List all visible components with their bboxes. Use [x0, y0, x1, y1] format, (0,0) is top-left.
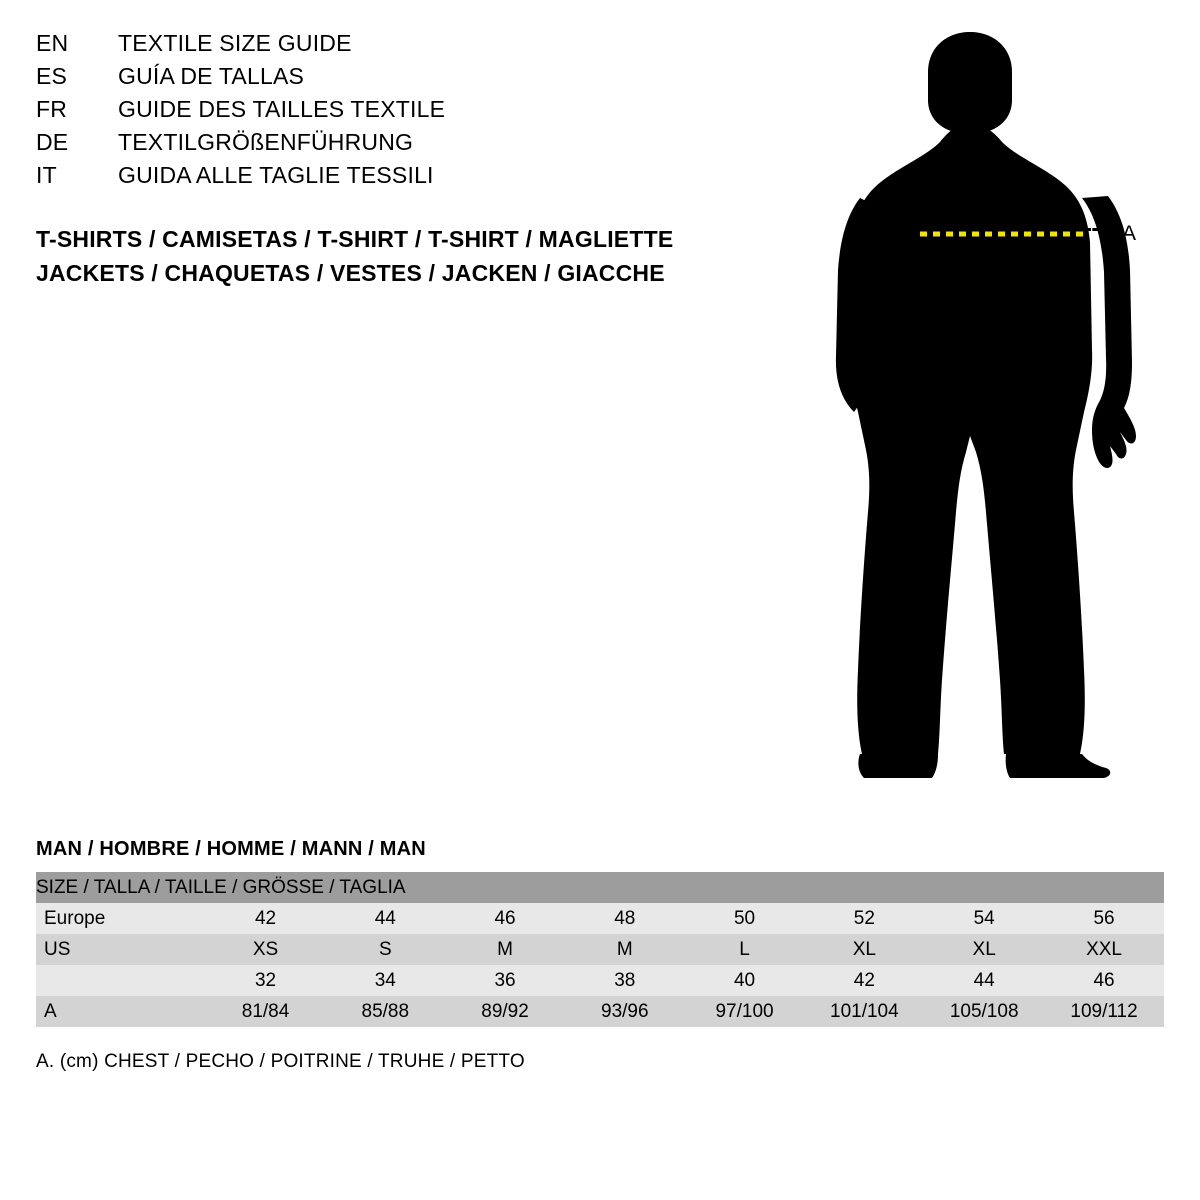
- table-cell: 50: [685, 903, 805, 934]
- language-code: ES: [36, 63, 68, 89]
- category-tshirts: T-SHIRTS / CAMISETAS / T-SHIRT / T-SHIRT / MAGLIETTE: [36, 226, 674, 252]
- table-cell: M: [565, 934, 685, 965]
- table-cell: XL: [924, 934, 1044, 965]
- language-row: [36, 129, 736, 162]
- table-row: [36, 934, 1164, 965]
- table-header-row: [36, 872, 1164, 903]
- row-label: A: [36, 996, 206, 1027]
- language-title: TEXTILE SIZE GUIDE: [118, 30, 352, 56]
- table-cell: 52: [804, 903, 924, 934]
- language-title: TEXTILGRÖßENFÜHRUNG: [118, 129, 414, 155]
- language-title: GUIDA ALLE TAGLIE TESSILI: [118, 162, 434, 188]
- table-cell: 40: [685, 965, 805, 996]
- language-code: EN: [36, 30, 69, 56]
- table-cell: 101/104: [804, 996, 924, 1027]
- silhouette-svg: [820, 20, 1180, 790]
- table-cell: 93/96: [565, 996, 685, 1027]
- table-title-man: MAN / HOMBRE / HOMME / MANN / MAN: [36, 838, 426, 860]
- table-cell: L: [685, 934, 805, 965]
- size-table-section: [36, 838, 1164, 1073]
- category-jackets: JACKETS / CHAQUETAS / VESTES / JACKEN / GIACCHE: [36, 260, 665, 286]
- table-cell: 38: [565, 965, 685, 996]
- table-cell: 34: [325, 965, 445, 996]
- table-cell: 81/84: [206, 996, 326, 1027]
- table-cell: 48: [565, 903, 685, 934]
- table-cell: 42: [206, 903, 326, 934]
- language-code: DE: [36, 129, 69, 155]
- language-row: [36, 96, 736, 129]
- silhouette-body: [836, 32, 1136, 778]
- table-cell: S: [325, 934, 445, 965]
- row-label: [36, 965, 206, 996]
- table-cell: 44: [924, 965, 1044, 996]
- table-cell: XL: [804, 934, 924, 965]
- language-row: [36, 30, 736, 63]
- table-cell: XXL: [1044, 934, 1164, 965]
- language-row: [36, 162, 736, 195]
- callout-label-a: A: [1122, 222, 1137, 245]
- table-row: [36, 996, 1164, 1027]
- table-cell: M: [445, 934, 565, 965]
- table-cell: 44: [325, 903, 445, 934]
- table-cell: 89/92: [445, 996, 565, 1027]
- table-cell: XS: [206, 934, 326, 965]
- table-row: [36, 965, 1164, 996]
- row-label: US: [36, 934, 206, 965]
- callout-dash-line: [1085, 228, 1113, 231]
- table-row: [36, 903, 1164, 934]
- table-cell: 46: [445, 903, 565, 934]
- male-silhouette-figure: [820, 20, 1180, 790]
- garment-category-block: [36, 222, 796, 290]
- language-row: [36, 63, 736, 96]
- language-code: FR: [36, 96, 68, 122]
- table-cell: 42: [804, 965, 924, 996]
- table-cell: 109/112: [1044, 996, 1164, 1027]
- table-cell: 56: [1044, 903, 1164, 934]
- size-table: [36, 872, 1164, 1027]
- table-cell: 32: [206, 965, 326, 996]
- table-footnote: A. (cm) CHEST / PECHO / POITRINE / TRUHE / PETTO: [36, 1051, 525, 1072]
- row-label: Europe: [36, 903, 206, 934]
- table-cell: 105/108: [924, 996, 1044, 1027]
- language-header-block: [36, 30, 736, 195]
- table-cell: 85/88: [325, 996, 445, 1027]
- table-cell: 46: [1044, 965, 1164, 996]
- table-cell: 54: [924, 903, 1044, 934]
- language-code: IT: [36, 162, 57, 188]
- table-cell: 97/100: [685, 996, 805, 1027]
- table-header-label: SIZE / TALLA / TAILLE / GRÖSSE / TAGLIA: [36, 872, 1164, 903]
- language-title: GUÍA DE TALLAS: [118, 63, 305, 89]
- table-cell: 36: [445, 965, 565, 996]
- language-title: GUIDE DES TAILLES TEXTILE: [118, 96, 446, 122]
